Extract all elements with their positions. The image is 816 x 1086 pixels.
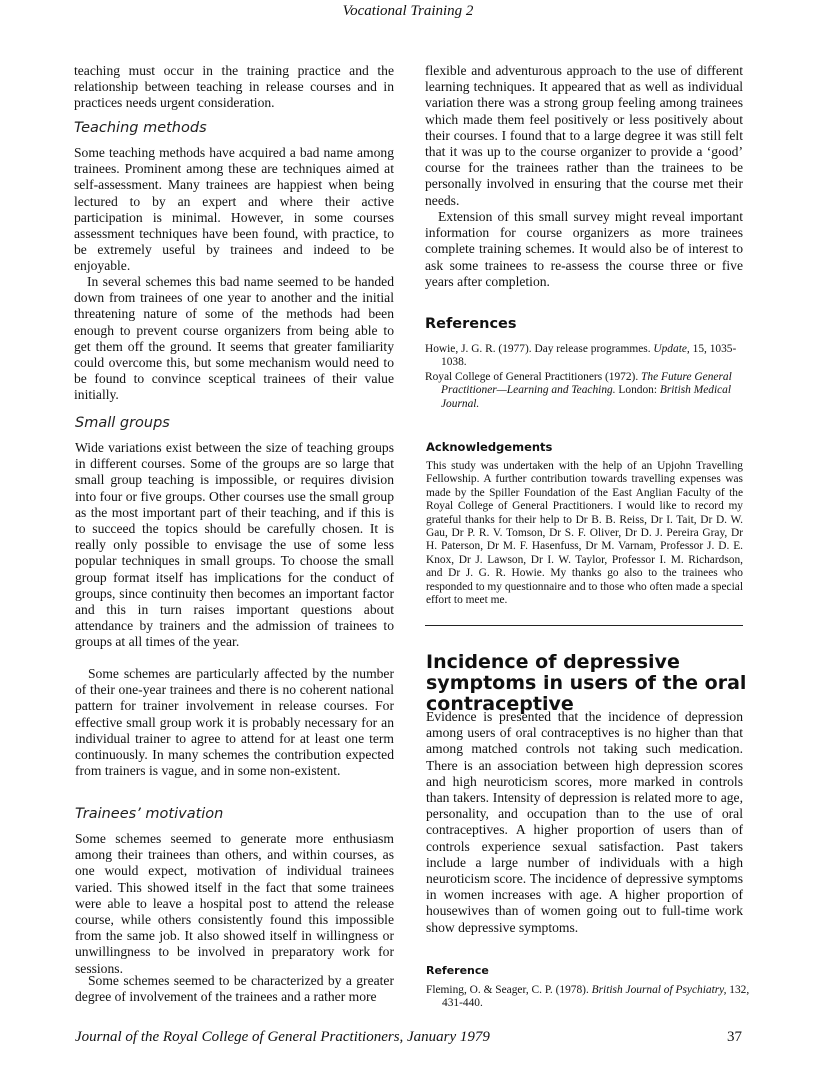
ref-text: London:	[615, 384, 660, 397]
article-abstract: Evidence is presented that the incidence of depression among users of oral contraceptives is no higher than that among matched controls not taking such medication. There is an association between high depression scores and high neuroticism scores, more marked in controls than takers. Intensity of depression is related more to age, personality, and occupation than to the use of oral contraceptives. A higher proportion of users than of controls experience sexual satisfaction. Past takers include a large number of individuals with a high neuroticism score. The incidence of depressive symptoms in women increases with age. A higher proportion of housewives than of women going out to full-time work show depressive symptoms.	[426, 709, 743, 935]
acknowledgements-heading: Acknowledgements	[426, 440, 553, 454]
section-divider	[425, 625, 743, 626]
acknowledgements-text: This study was undertaken with the help of an Upjohn Travelling Fellowship. A further contribution towards travelling expenses was made by the Spiller Foundation of the East Anglian Faculty of the Royal College of General Practitioners. I would like to record my grateful thanks for their help to Dr B. B. Reiss, Dr I. Tait, Dr D. W. Gau, Dr P. R. V. Tomson, Dr S. F. Oliver, Dr D. J. Pereira Gray, Dr H. Paterson, Dr M. F. Hasenfuss, Dr M. Varnam, Professor J. D. E. Knox, Dr J. Lawson, Dr I. W. Taylor, Professor I. M. Richardson, and Dr J. G. R. Howie. My thanks go also to the trainees who responded to my questionnaire and to those who often made a special effort to meet me.	[426, 460, 743, 607]
ref-text: Royal College of General Practitioners (1972).	[425, 370, 642, 383]
ref-publisher: British Medical Journal.	[441, 384, 732, 410]
ref-journal: British Journal of Psychiatry,	[591, 984, 727, 996]
section-heading-trainees-motivation: Trainees’ motivation	[75, 806, 224, 822]
paragraph: Some schemes are particularly affected by the number of their one-year trainees and there is no coherent national pattern for trainer involvement in release courses. For effective small group work it is probably necessary for an individual trainer to agree to attend for at least one term continuously. In many schemes the contribution expected from trainers is vague, and in some non-existent.	[75, 666, 394, 779]
ref-journal: Update,	[653, 343, 690, 355]
reference-item	[425, 371, 743, 411]
paragraph: Wide variations exist between the size of teaching groups in different courses. Some of the groups are so large that small group teaching is impossible, or requires division into four or five groups. Other courses use the small group as the most important part of their teaching, and if this is to succeed the topics should be carefully chosen. It is really only possible to envisage the use of some less popular techniques in small groups. To choose the small group format itself has implications for the conduct of groups, since continuity then becomes an important factor and this in turn raises important questions about attendance by trainers and the admission of trainees to groups at all times of the year.	[75, 440, 394, 650]
paragraph: Some teaching methods have acquired a bad name among trainees. Prominent among these are techniques aimed at self-assessment. Many trainees are happiest when being lectured to by an expert and where their active participation is minimal. However, in some courses assessment techniques have been found, with practice, to be extremely useful by trainees and indeed to be enjoyable.	[74, 145, 394, 274]
paragraph: In several schemes this bad name seemed to be handed down from trainees of one year to another and the initial threatening nature of some of the methods had been enough to prevent course organizers from being able to get them off the ground. It seems that greater familiarity could overcome this, but some mechanism would need to be found to convince sceptical trainees of their value initially.	[74, 274, 394, 403]
ref-text: 132, 431-440.	[442, 984, 750, 1010]
article-reference-heading: Reference	[426, 964, 489, 977]
paragraph: Some schemes seemed to be characterized by a greater degree of involvement of the trainees and a rather more	[75, 973, 394, 1005]
ref-text: 15, 1035-1038.	[441, 343, 737, 369]
page-number: 37	[727, 1029, 742, 1045]
paragraph: teaching must occur in the training practice and the relationship between teaching in release courses and in practices needs urgent consideration.	[74, 63, 394, 111]
ref-text: Howie, J. G. R. (1977). Day release programmes.	[425, 343, 654, 355]
journal-footer: Journal of the Royal College of General Practitioners, January 1979	[75, 1029, 490, 1045]
section-heading-small-groups: Small groups	[75, 415, 170, 431]
paragraph: Extension of this small survey might reveal important information for course organizers as more trainees complete training schemes. It would also be of interest to ask some trainees to re-assess the course three or five years after completion.	[425, 209, 743, 289]
references-heading: References	[425, 316, 517, 332]
ref-text: Fleming, O. & Seager, C. P. (1978).	[426, 984, 592, 996]
section-heading-teaching-methods: Teaching methods	[74, 120, 207, 136]
paragraph: flexible and adventurous approach to the use of different learning techniques. It appeared that as well as individual variation there was a strong group feeling among trainees which made them feel positively or less positively about their courses. I found that to a large degree it was still felt that it was up to the course organizer to provide a ‘good’ course for the trainees rather than the trainees to be personally involved in ensuring that the course met their needs.	[425, 63, 743, 208]
ref-title: The Future General Practitioner—Learning and Teaching.	[441, 370, 732, 397]
running-head: Vocational Training 2	[342, 3, 474, 19]
article-reference	[426, 984, 759, 1011]
article-title: Incidence of depressive symptoms in users of the oral contraceptive	[426, 651, 747, 715]
paragraph: Some schemes seemed to generate more enthusiasm among their trainees than others, and within courses, as one would expect, motivation of individual trainees varied. This showed itself in the fact that some trainees were able to leave a hospital post to attend the release course, while others consistently found this impossible from the same job. It also showed itself in willingness or unwillingness to be involved in preparatory work for sessions.	[75, 831, 394, 976]
reference-item	[425, 343, 743, 370]
references-list	[425, 343, 743, 412]
